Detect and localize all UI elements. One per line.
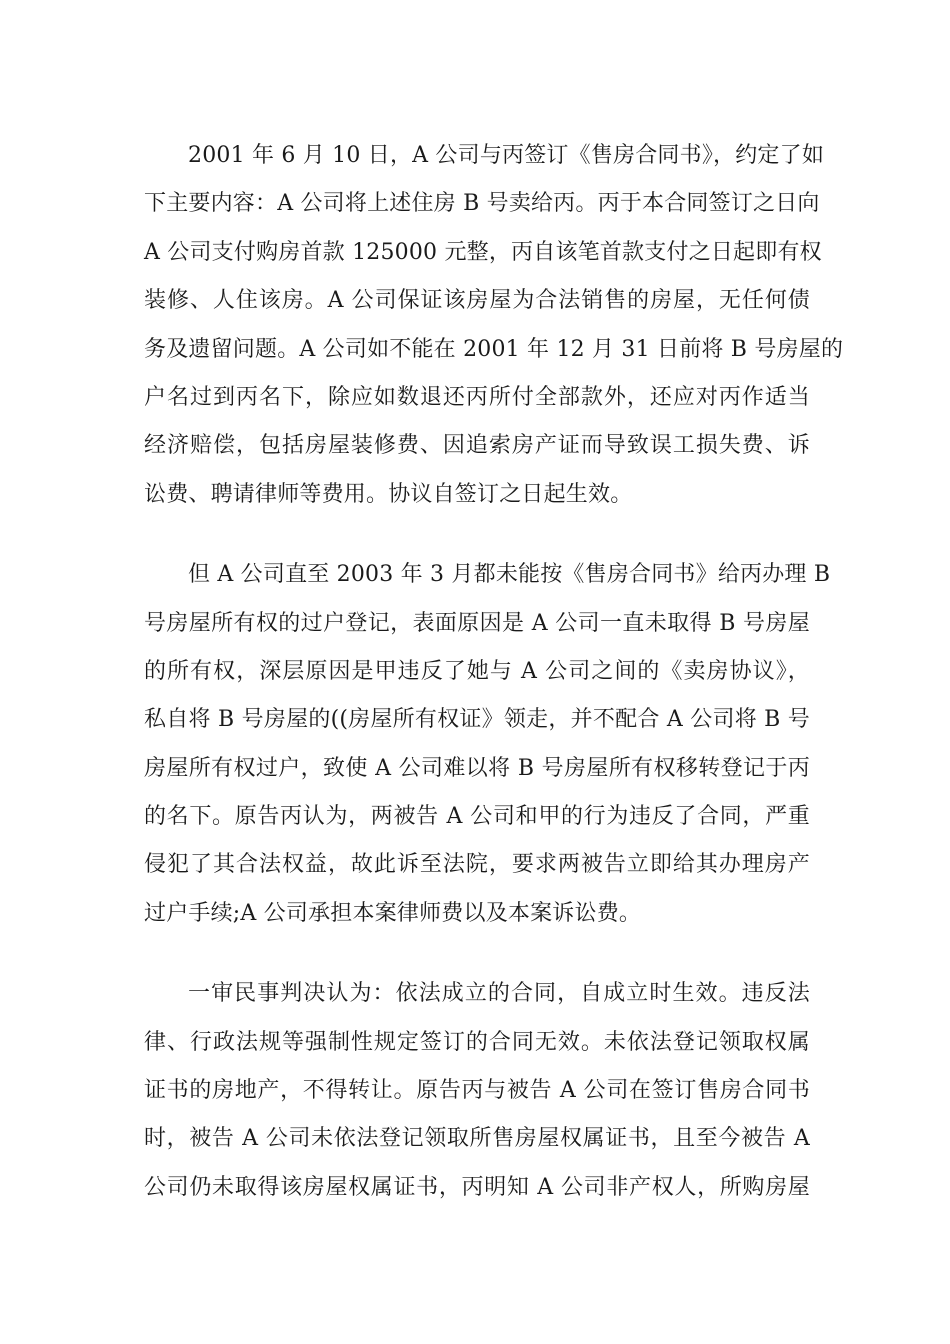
paragraph-line: 的名下。原告丙认为，两被告 A 公司和甲的行为违反了合同，严重 — [144, 804, 810, 830]
paragraph-line: 私自将 B 号房屋的((房屋所有权证》领走，并不配合 A 公司将 B 号 — [144, 707, 810, 733]
paragraph-line: 过户手续;A 公司承担本案律师费以及本案诉讼费。 — [144, 900, 642, 926]
document-body — [144, 132, 844, 1212]
paragraph-line: 下主要内容：A 公司将上述住房 B 号卖给丙。丙于本合同签订之日向 — [144, 191, 820, 217]
paragraph-line: 但 A 公司直至 2003 年 3 月都未能按《售房合同书》给丙办理 B — [188, 562, 831, 588]
paragraph-line: 时，被告 A 公司未依法登记领取所售房屋权属证书，且至今被告 A — [144, 1126, 810, 1152]
paragraph-line: 公司仍未取得该房屋权属证书，丙明知 A 公司非产权人，所购房屋 — [144, 1174, 810, 1200]
paragraph-line: 一审民事判决认为：依法成立的合同，自成立时生效。违反法 — [188, 981, 810, 1007]
paragraph-line: 装修、人住该房。A 公司保证该房屋为合法销售的房屋，无任何债 — [144, 288, 810, 314]
paragraph-line: 律、行政法规等强制性规定签订的合同无效。未依法登记领取权属 — [144, 1029, 810, 1055]
paragraph-line: 2001 年 6 月 10 日，A 公司与丙签订《售房合同书》，约定了如 — [188, 143, 825, 168]
paragraph-line: 务及遗留问题。A 公司如不能在 2001 年 12 月 31 日前将 B 号房屋的 — [144, 336, 844, 362]
paragraph-line: 侵犯了其合法权益，故此诉至法院，要求两被告立即给其办理房产 — [144, 852, 810, 878]
paragraph-line: 房屋所有权过户，致使 A 公司难以将 B 号房屋所有权移转登记于丙 — [144, 755, 810, 781]
paragraph-line: 证书的房地产，不得转让。原告丙与被告 A 公司在签订售房合同书 — [144, 1078, 810, 1104]
paragraph-line: 户名过到丙名下，除应如数退还丙所付全部款外，还应对丙作适当 — [144, 384, 810, 410]
paragraph-line: 号房屋所有权的过户登记，表面原因是 A 公司一直未取得 B 号房屋 — [144, 610, 810, 636]
paragraph-spacer — [144, 519, 810, 551]
paragraph-line: 讼费、聘请律师等费用。协议自签订之日起生效。 — [144, 481, 633, 507]
paragraph-spacer — [144, 938, 810, 970]
paragraph-2 — [144, 551, 831, 938]
paragraph-line: 的所有权，深层原因是甲违反了她与 A 公司之间的《卖房协议》， — [144, 658, 810, 684]
paragraph-line: A 公司支付购房首款 125000 元整，丙自该笔首款支付之日起即有权 — [144, 239, 822, 265]
paragraph-1 — [144, 132, 844, 519]
paragraph-3 — [144, 970, 810, 1212]
paragraph-line: 经济赔偿，包括房屋装修费、因追索房产证而导致误工损失费、诉 — [144, 433, 810, 459]
